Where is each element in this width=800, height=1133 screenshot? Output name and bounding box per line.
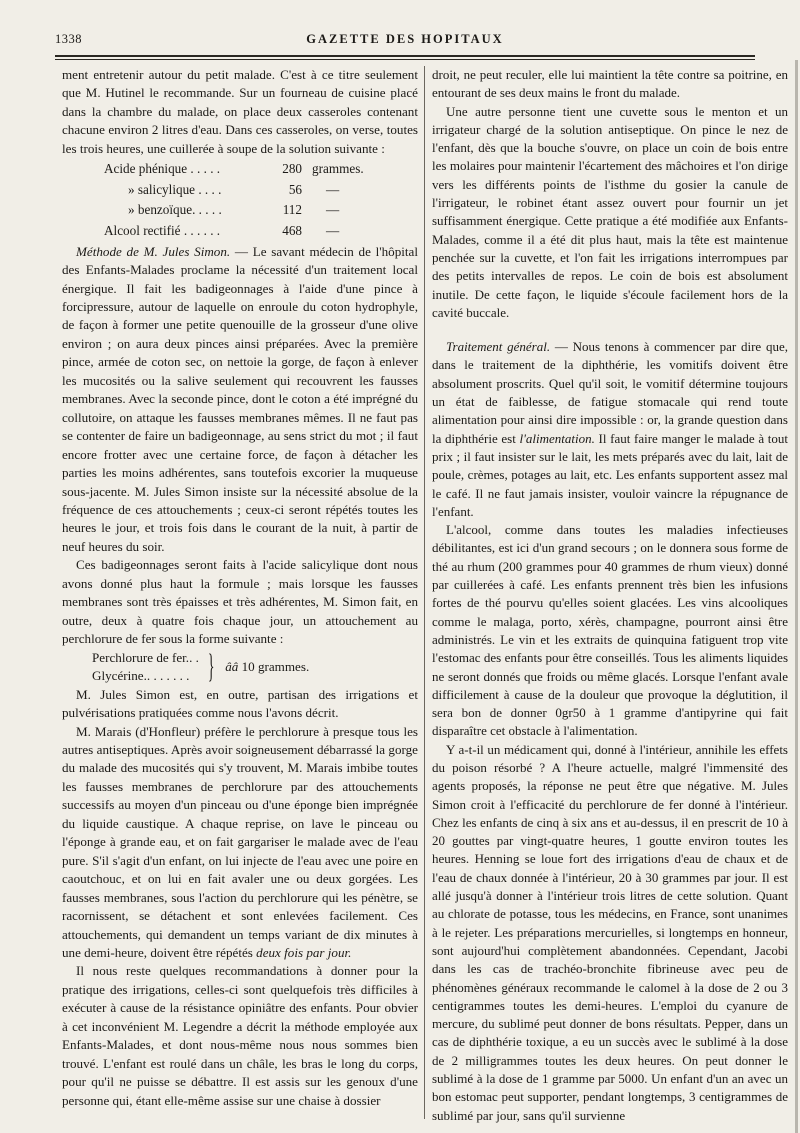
ingredient: Acide phénique . . . . .: [104, 161, 221, 177]
amount: 10 grammes.: [241, 658, 310, 674]
emphasis: deux fois par jour.: [256, 944, 352, 960]
formula-row: [64, 201, 364, 220]
quantity: 468: [282, 223, 302, 239]
unit: —: [326, 223, 340, 239]
paragraph: Y a-t-il un médicament qui, donné à l'intérieur, annihile les effets du poison résorbé ? A l'heure actuelle, malgré l'immensité des agents proposés, la réponse ne peut être que négative. M. Jules Simon croit à l'efficacité du perchlorure de fer donné à l'intérieur. Chez les enfants de cinq à six ans et au-dessus, il en prescrit de 10 à 20 gouttes par vingt-quatre heures, 1 goutte environ toutes les heures. Henning se loue fort des irrigations d'eau de chaux et de l'eau de chaux donnée à l'intérieur, 20 à 30 grammes par jour. Il est allé jusqu'à donner à l'intérieur trois litres de cette solution. Quant au chlorate de potasse, tous les médecins, en France, sont unanimes à le rejeter. Les préparations mercurielles, si longtemps en honneur, sont aujourd'hui complètement abandonnées. Cependant, Jacobi dans les cas de trachéo-bronchite fibrineuse avec peu de phénomènes généraux recommande le calomel à la dose de 2 ou 3 centigrammes toutes les demi-heures. L'emploi du cyanure de mercure, du sublimé peut donner de bons résultats. Pepper, dans un cas de diphthérie toxique, a eu un succès avec le sublimé à la dose de 2 milligrammes toutes les deux heures. On peut donner le sublimé à la dose de 1 gramme par 5000. Un enfant d'un an avec un bon estomac peut supporter, pendant longtemps, 3 centigrammes de sublimé par jour, sans qu'il survienne: [432, 741, 788, 1123]
paragraph: ment entretenir autour du petit malade. C'est à ce titre seulement que M. Hutinel le recommande. Sur un fourneau de cuisine placé dans la chambre du malade, on place deux casseroles contenant chacune environ 2 litres d'eau. Dans ces casseroles, on verse, toutes les trois heures, une cuillerée à soupe de la solution suivante :: [62, 67, 418, 156]
column-divider: [424, 66, 425, 1119]
ingredient: Perchlorure de fer.. .: [92, 649, 199, 665]
paragraph: droit, ne peut reculer, elle lui maintient la tête contre sa poitrine, en entourant de ses deux mains le front du malade.: [432, 67, 788, 101]
phenic-formula: [62, 158, 366, 242]
header-rule-thin: [55, 59, 755, 60]
header-rule: [55, 55, 755, 57]
unit: —: [326, 181, 340, 197]
section-label: Méthode de M. Jules Simon.: [76, 243, 231, 259]
emphasis: l'alimentation.: [519, 430, 595, 446]
unit: grammes.: [312, 161, 364, 177]
paragraph: L'alcool, comme dans toutes les maladies infectieuses débilitantes, est ici d'un grand secours ; on le donnera sous forme de thé au rhum (200 grammes pour 40 grammes de rhum vieux) donné par cuillerées à café. Les enfants prennent très bien les infusions fortes de thé pourvu qu'elles soient glacées. Les vins alcooliques comme le malaga, porto, xérès, champagne, pourront ainsi être administrés. Le vin et les extraits de quinquina fatiguent trop vite l'estomac des enfants pour être conseillés. Tous les aliments liquides ne seront donnés que froids ou même glacés. Lorsque l'enfant avale difficilement à cause de la douleur que provoque la déglutition, il sera bon de donner 0gr50 à 1 gramme d'antipyrine qui fait disparaître cet obstacle à l'alimentation.: [432, 522, 788, 739]
quantity: 280: [282, 161, 302, 177]
perchlorure-formula: [92, 649, 418, 686]
brace: }: [207, 648, 215, 686]
ingredient: » salicylique . . . .: [128, 181, 222, 197]
paragraph: Ces badigeonnages seront faits à l'acide salicylique dont nous avons donné plus haut la formule ; mais lorsque les fausses membranes sont très épaisses et très adhérentes, M. Simon fait, en outre, deux à quatre fois chaque jour, un attouchement au perchlorure de fer sous la forme suivante :: [62, 557, 418, 647]
left-column: [62, 66, 418, 1110]
paragraph-text: M. Marais (d'Honfleur) préfère le perchlorure à presque tous les autres antiseptiques. Après avoir soigneusement débarrassé la gorge du malade des mucosités qui s'y trouvent, M. Marais imbibe toutes les fausses membranes de perchlorure par des attouchements successifs au moyen d'un pinceau ou d'une éponge bien imprégnée du liquide caustique. A chaque reprise, on lave le pinceau ou l'éponge à grande eau, et on fait gargariser le malade avec de l'eau pure. S'il s'agit d'un enfant, on lui injecte de l'eau avec une poire en caoutchouc, et on lui en fait avaler une ou deux gorgées. Les fausses membranes, sous l'action du perchlorure qui les pénètre, se racornissent, se détachent et sont enlevées facilement. Ces attouchements, qui demandent un temps variant de dix minutes à une demi-heure, doivent être répétés: [62, 723, 418, 960]
paragraph: M. Jules Simon est, en outre, partisan des irrigations et pulvérisations pratiquées comme nous l'avons décrit.: [62, 686, 418, 721]
right-column: [432, 66, 788, 1125]
formula-row: [64, 160, 364, 179]
paragraph: [432, 338, 788, 521]
paragraph: Il nous reste quelques recommandations à donner pour la pratique des irrigations, celles-ci sont quelquefois très difficiles à exécuter à cause de la résistance opiniâtre des enfants. Pour obvier à cet inconvénient M. Legendre a décrit la méthode employée aux Enfants-Malades, et dont nous-même nous nous sommes bien trouvé. L'enfant est roulé dans un châle, les bras le long du corps, pour qu'il ne puisse se débattre. Il est assis sur les genoux d'une personne qui, étant elle-même assise sur une chaise à dossier: [62, 963, 418, 1108]
paragraph-text: — Le savant médecin de l'hôpital des Enfants-Malades proclame la nécessité d'un traitement local énergique. Il fait les badigeonnages à l'aide d'une pince à forcipressure, autour de laquelle on enroule du coton hydrophyle, de façon à former une petite quenouille de la grosseur d'une olive environ ; on aura deux pinces ainsi préparées. Avec la première pince, armée de coton sec, on nettoie la gorge, de façon à enlever les mucosités ou la salive seulement qui recouvrent les fausses membranes. Avec la seconde pince, dont le coton a été imprégné du collutoire, on attaque les fausses membranes mêmes. Il ne faut pas se contenter de faire un badigeonnage, au sens strict du mot ; il faut encore frotter avec une certaine force, de façon à détacher les parties les moins adhérentes, sans toutefois excorier la muqueuse sous-jacente. M. Jules Simon insiste sur la nécessité absolue de la fréquence de ces attouchements ; ceux-ci seront répétés toutes les heures le jour, et trois fois dans le courant de la nuit, à partir de neuf heures du soir.: [62, 243, 418, 554]
ingredient: Alcool rectifié . . . . . .: [104, 223, 221, 239]
page-header: [55, 28, 755, 48]
page-number: 1338: [55, 32, 82, 46]
section-label: Traitement général.: [446, 339, 551, 355]
formula-row: [64, 222, 364, 241]
unit: —: [326, 202, 340, 218]
quantity: 56: [288, 181, 302, 197]
page-edge: [795, 60, 798, 1133]
formula-row: [64, 181, 364, 200]
paragraph: [62, 243, 418, 557]
paragraph: Une autre personne tient une cuvette sous le menton et un irrigateur chargé de la solution antiseptique. On pince le nez de l'enfant, dès que la bouche s'ouvre, on place un coin de bois entre les molaires pour maintenir l'écartement des mâchoires et l'on dirige vers les différents points de l'isthme du gosier la canule de l'irrigateur, le robinet étant assez ouvert pour fournir un jet suffisamment énergique. Cette pratique a été modifiée aux Enfants-Malades, comme il a été dit plus haut, mais la tête est maintenue penchée sur la cuvette, et l'on fait les irrigations interrompues par des petits intervalles de repos. Le coin de bois est absolument inutile. De cette façon, le liquide s'écoule facilement hors de la cavité buccale.: [432, 103, 788, 320]
ingredient: Glycérine.. . . . . . .: [92, 668, 190, 684]
paragraph-text: — Nous tenons à commencer par dire que, dans le traitement de la diphthérie, les vomitifs doivent être absolument proscrits. Quel qu'il soit, le vomitif détermine toujours un état de faiblesse, de fatigue stomacale qui rend toute alimentation pour ainsi dire impossible : or, la grande question dans la diphthérie est: [432, 339, 789, 446]
quantity: 112: [282, 202, 302, 218]
ingredient: » benzoïque. . . . .: [128, 202, 222, 218]
paragraph-text: Il faut faire manger le malade à tout prix ; il faut insister sur le lait, les mets préparés avec du lait, lait de poule, crèmes, potages au lait, etc. Les enfants supportent assez mal le café. Il ne faut jamais insister, vouloir vaincre la répugnance de l'enfant.: [432, 430, 788, 519]
amount-prefix: ââ: [225, 658, 239, 674]
journal-title: GAZETTE DES HOPITAUX: [306, 32, 504, 46]
paragraph: [62, 723, 418, 963]
